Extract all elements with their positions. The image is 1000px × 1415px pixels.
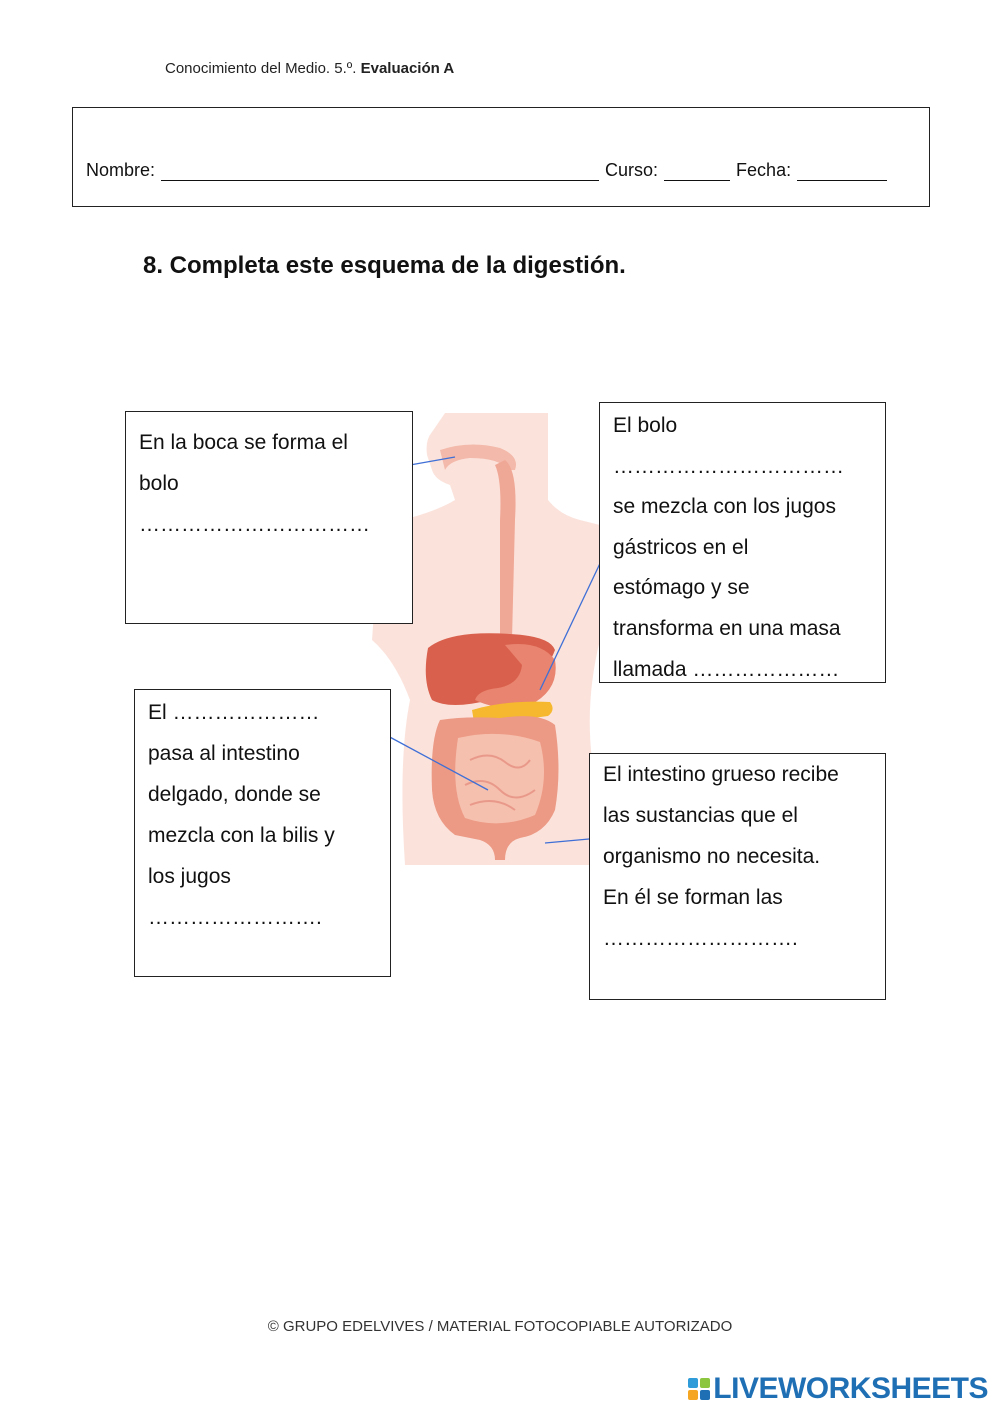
student-info-box <box>72 107 930 207</box>
liver <box>426 633 555 705</box>
answer-blank[interactable]: El ………………… <box>148 701 320 724</box>
exercise-title: 8. Completa este esquema de la digestión. <box>143 252 626 279</box>
connector-small-intestine <box>386 735 488 790</box>
esophagus <box>495 460 516 640</box>
answer-blank[interactable]: llamada ………………… <box>613 657 840 681</box>
box-text-line: En él se forman las <box>603 886 783 909</box>
box-text-line: los jugos <box>148 865 231 888</box>
small-intestine-answer-box[interactable] <box>134 689 391 977</box>
course-label: Curso: <box>605 160 659 180</box>
liveworksheets-logo-icon <box>688 1378 710 1400</box>
box-text-line: mezcla con la bilis y <box>148 824 335 847</box>
box-text-line: En la boca se forma el <box>139 431 348 454</box>
answer-blank[interactable]: ……………………. <box>148 906 322 929</box>
document-header <box>165 60 454 77</box>
answer-blank[interactable]: ………………………. <box>603 927 798 950</box>
answer-blank[interactable]: …………………………… <box>139 513 370 536</box>
copyright-footer: © GRUPO EDELVIVES / MATERIAL FOTOCOPIABLE AUTORIZADO <box>267 1318 733 1335</box>
date-label: Fecha: <box>736 160 792 180</box>
answer-blank[interactable]: …………………………… <box>613 454 844 478</box>
box-text-line: El intestino grueso recibe <box>603 763 839 786</box>
subject-label: Conocimiento del Medio. 5.º. <box>165 60 357 77</box>
large-intestine <box>432 716 559 860</box>
box-text-line: transforma en una masa <box>613 616 841 640</box>
mouth-cavity <box>440 444 516 470</box>
large-intestine-answer-box[interactable] <box>589 753 886 1000</box>
small-intestine <box>455 734 544 824</box>
mouth-answer-box[interactable] <box>125 411 413 624</box>
connector-mouth <box>410 457 455 465</box>
liveworksheets-brand[interactable] <box>688 1372 988 1406</box>
pancreas <box>472 702 553 722</box>
stomach <box>475 644 556 708</box>
name-field[interactable] <box>161 163 599 181</box>
stomach-answer-box[interactable] <box>599 402 886 683</box>
evaluation-label: Evaluación A <box>360 60 455 77</box>
box-text-line: bolo <box>139 472 179 495</box>
box-text-line: organismo no necesita. <box>603 845 821 868</box>
name-label: Nombre: <box>86 160 156 180</box>
brand-name: LIVEWORKSHEETS <box>713 1372 988 1405</box>
course-field[interactable] <box>664 163 730 181</box>
date-field[interactable] <box>797 163 887 181</box>
box-text-line: las sustancias que el <box>603 804 798 827</box>
box-text-line: gástricos en el <box>613 535 749 559</box>
box-text-line: estómago y se <box>613 576 750 600</box>
connector-stomach <box>540 555 604 690</box>
box-text-line: El bolo <box>613 414 678 437</box>
box-text-line: se mezcla con los jugos <box>613 495 836 519</box>
student-info-row <box>86 160 893 181</box>
box-text-line: pasa al intestino <box>148 742 300 765</box>
box-text-line: delgado, donde se <box>148 783 321 806</box>
